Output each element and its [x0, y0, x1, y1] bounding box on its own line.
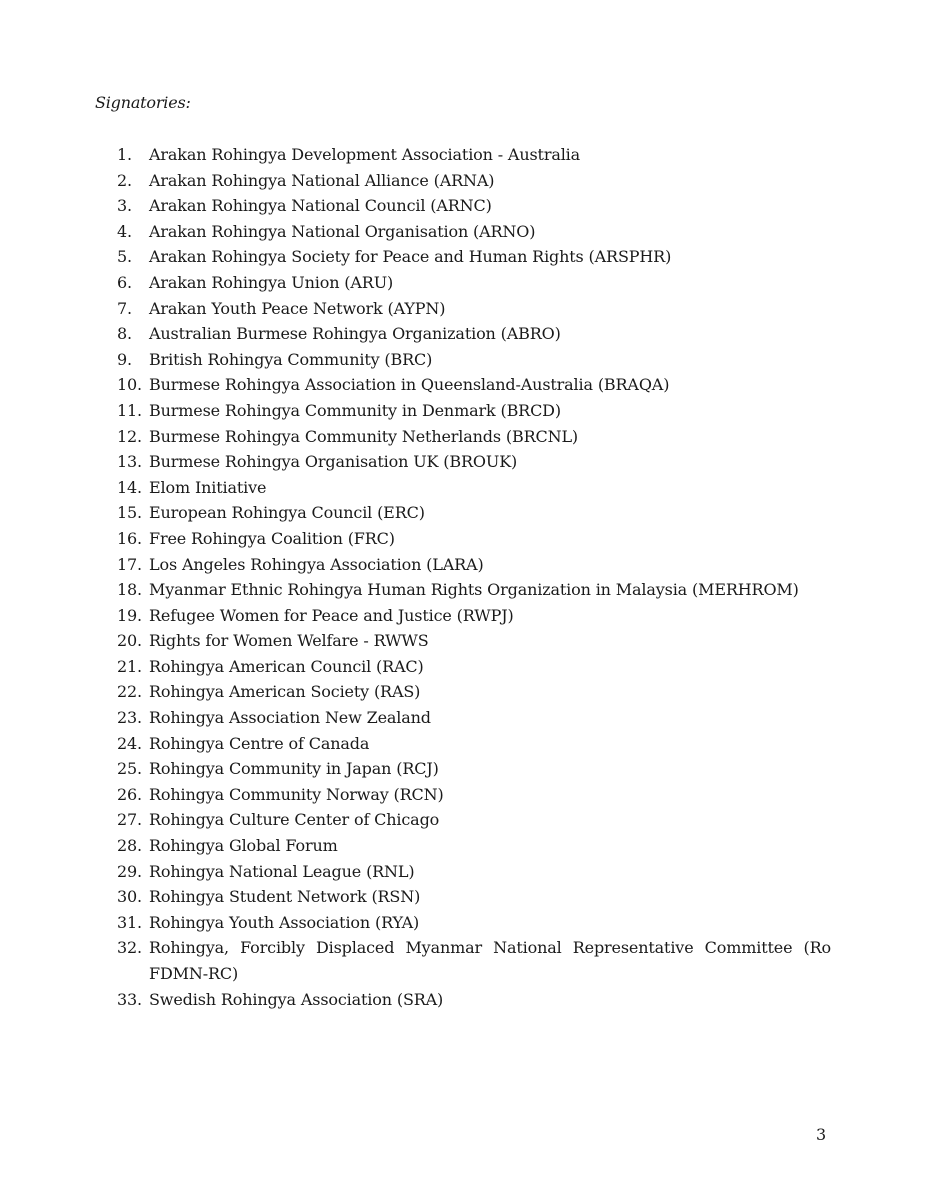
list-item-number: 29. [117, 861, 142, 881]
list-item [117, 552, 831, 578]
list-item-name: Rohingya Centre of Canada [149, 733, 370, 753]
list-item-name: Arakan Rohingya National Organisation (ARNO) [149, 221, 536, 241]
signatories-list [117, 142, 831, 1012]
list-item [117, 424, 831, 450]
list-item-name: Arakan Rohingya Development Association - Australia [149, 145, 581, 164]
list-item-name: Rohingya, Forcibly Displaced Myanmar National Representative Committee (Ro FDMN-RC) [149, 938, 831, 983]
list-item-name: Arakan Rohingya Union (ARU) [149, 272, 394, 292]
list-item-number: 13. [117, 452, 142, 472]
list-item [117, 321, 831, 347]
list-item [117, 628, 831, 654]
list-item [117, 935, 831, 986]
list-item-name: Rohingya Association New Zealand [149, 708, 431, 728]
list-item [117, 296, 831, 322]
list-item-number: 28. [117, 836, 142, 856]
list-item-number: 22. [117, 682, 142, 702]
list-item-number: 27. [117, 810, 142, 830]
list-item [117, 526, 831, 552]
list-item-name: Rohingya American Society (RAS) [149, 682, 421, 702]
list-item-name: British Rohingya Community (BRC) [149, 349, 433, 369]
list-item-number: 26. [117, 784, 142, 804]
list-item-number: 25. [117, 759, 142, 779]
list-item-name: Rohingya National League (RNL) [149, 861, 415, 881]
list-item-name: Myanmar Ethnic Rohingya Human Rights Organization in Malaysia (MERHROM) [149, 580, 799, 600]
list-item-name: Australian Burmese Rohingya Organization (ABRO) [149, 324, 561, 344]
list-item [117, 807, 831, 833]
list-item-number: 3. [117, 196, 132, 216]
list-item [117, 756, 831, 782]
list-item [117, 577, 831, 603]
list-item [117, 884, 831, 910]
list-item-number: 12. [117, 426, 142, 446]
list-item-name: Refugee Women for Peace and Justice (RWPJ) [149, 605, 514, 625]
list-item [117, 987, 831, 1013]
list-item [117, 833, 831, 859]
list-item [117, 859, 831, 885]
list-item [117, 782, 831, 808]
list-item-number: 32. [117, 938, 142, 958]
list-item-number: 7. [117, 298, 132, 318]
list-item [117, 244, 831, 270]
list-item-number: 20. [117, 631, 142, 651]
list-item [117, 654, 831, 680]
signatories-heading: Signatories: [95, 93, 191, 112]
list-item-name: Rohingya Culture Center of Chicago [149, 810, 440, 830]
list-item [117, 372, 831, 398]
list-item-name: Rohingya Youth Association (RYA) [149, 912, 420, 932]
list-item [117, 475, 831, 501]
list-item [117, 705, 831, 731]
list-item [117, 219, 831, 245]
list-item [117, 193, 831, 219]
list-item [117, 731, 831, 757]
list-item-name: Arakan Rohingya National Council (ARNC) [149, 196, 492, 216]
list-item-name: Rohingya Global Forum [149, 836, 338, 856]
list-item-name: Arakan Youth Peace Network (AYPN) [149, 298, 446, 318]
list-item-number: 18. [117, 580, 142, 600]
list-item-number: 4. [117, 221, 132, 241]
list-item-number: 6. [117, 272, 132, 292]
list-item-name: Rights for Women Welfare - RWWS [149, 631, 429, 651]
list-item-number: 19. [117, 605, 142, 625]
list-item [117, 500, 831, 526]
list-item [117, 910, 831, 936]
list-item [117, 270, 831, 296]
list-item-number: 31. [117, 912, 142, 932]
list-item-name: Arakan Rohingya Society for Peace and Human Rights (ARSPHR) [149, 247, 672, 267]
list-item-name: Free Rohingya Coalition (FRC) [149, 528, 395, 548]
list-item-number: 24. [117, 733, 142, 753]
list-item-name: Burmese Rohingya Association in Queensland-Australia (BRAQA) [149, 375, 670, 395]
list-item-name: European Rohingya Council (ERC) [149, 503, 425, 523]
list-item-number: 10. [117, 375, 142, 395]
list-item-name: Rohingya Student Network (RSN) [149, 887, 421, 907]
list-item-name: Rohingya Community Norway (RCN) [149, 784, 444, 804]
list-item [117, 347, 831, 373]
list-item [117, 142, 831, 168]
list-item [117, 449, 831, 475]
list-item-number: 2. [117, 170, 132, 190]
list-item-number: 8. [117, 324, 132, 344]
list-item-number: 1. [117, 145, 132, 164]
list-item-number: 5. [117, 247, 132, 267]
list-item-number: 9. [117, 349, 132, 369]
list-item-number: 11. [117, 400, 142, 420]
list-item-number: 21. [117, 656, 142, 676]
list-item-name: Swedish Rohingya Association (SRA) [149, 989, 444, 1009]
list-item-name: Burmese Rohingya Community in Denmark (BRCD) [149, 400, 561, 420]
list-item [117, 398, 831, 424]
list-item-name: Rohingya Community in Japan (RCJ) [149, 759, 439, 779]
list-item-number: 16. [117, 528, 142, 548]
list-item-number: 14. [117, 477, 142, 497]
list-item-number: 17. [117, 554, 142, 574]
page-number: 3 [816, 1125, 827, 1144]
list-item [117, 603, 831, 629]
list-item-name: Burmese Rohingya Organisation UK (BROUK) [149, 452, 518, 472]
list-item [117, 679, 831, 705]
list-item-number: 33. [117, 989, 142, 1009]
list-item [117, 168, 831, 194]
list-item-name: Elom Initiative [149, 477, 267, 497]
list-item-number: 15. [117, 503, 142, 523]
list-item-name: Arakan Rohingya National Alliance (ARNA) [149, 170, 495, 190]
list-item-number: 30. [117, 887, 142, 907]
list-item-name: Los Angeles Rohingya Association (LARA) [149, 554, 484, 574]
list-item-name: Burmese Rohingya Community Netherlands (BRCNL) [149, 426, 579, 446]
list-item-number: 23. [117, 708, 142, 728]
list-item-name: Rohingya American Council (RAC) [149, 656, 424, 676]
